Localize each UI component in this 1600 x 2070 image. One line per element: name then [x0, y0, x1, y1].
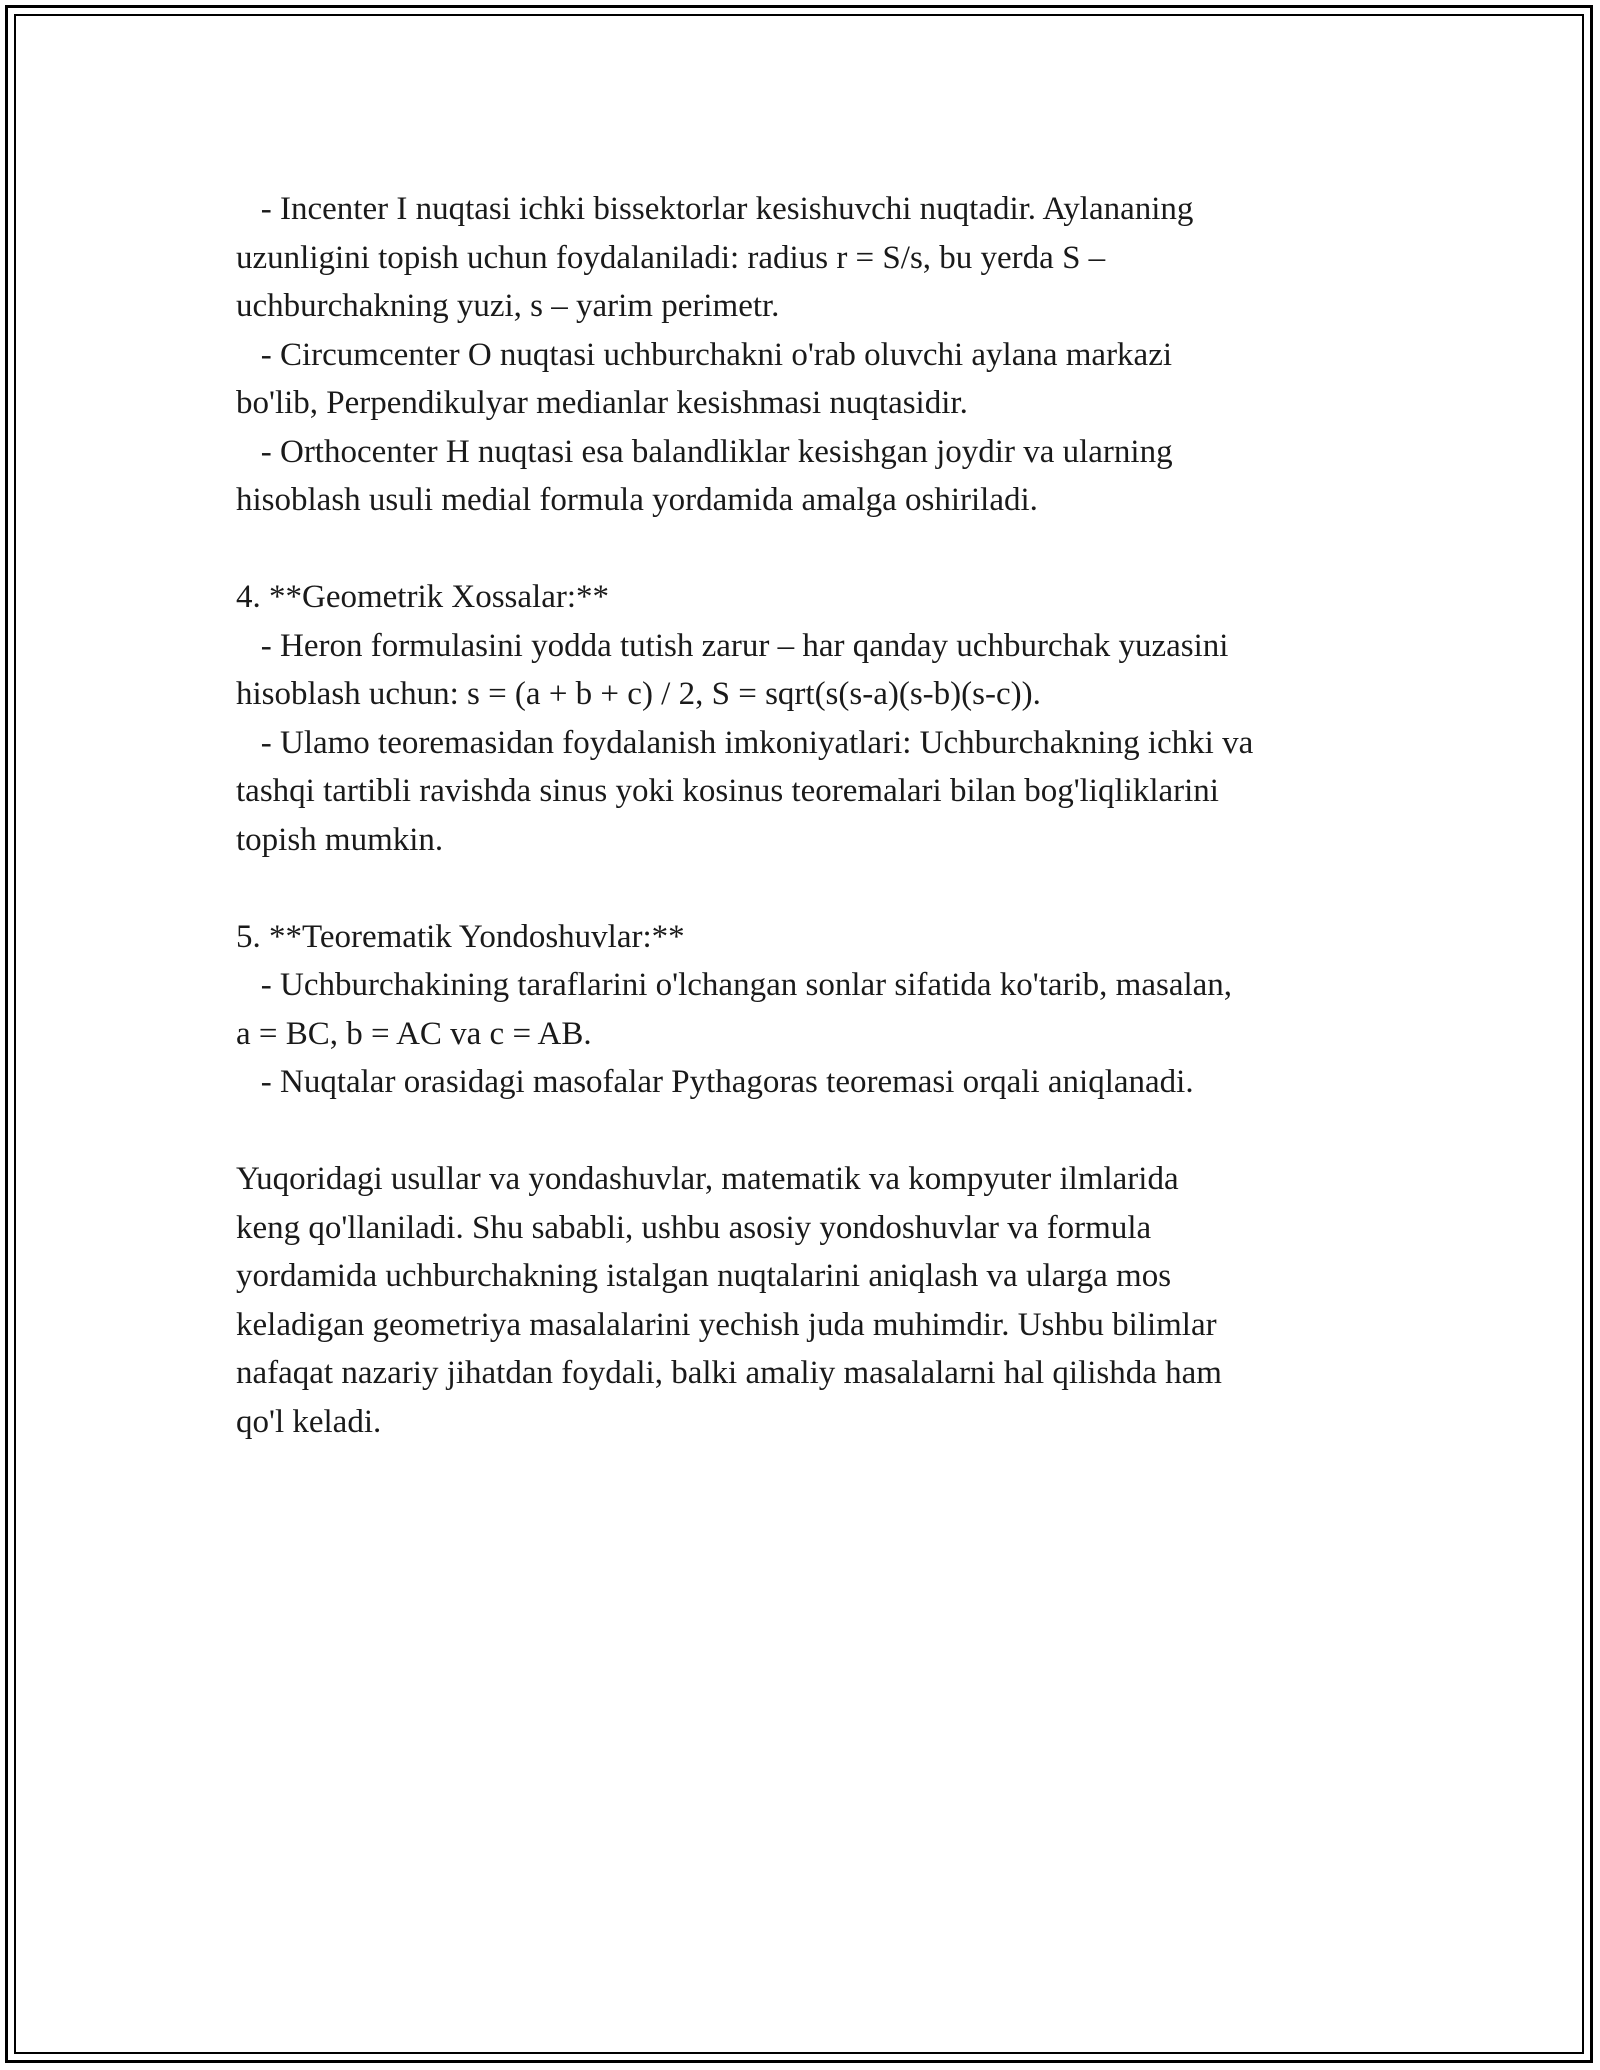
paragraph-gap — [236, 864, 1416, 913]
text-line: hisoblash usuli medial formula yordamida amalga oshiriladi. — [236, 482, 1038, 518]
text-line: - Nuqtalar orasidagi masofalar Pythagoras teoremasi orqali aniqlanadi. — [236, 1064, 1194, 1100]
section-heading: 4. **Geometrik Xossalar:** — [236, 579, 610, 615]
section-heading: 5. **Teorematik Yondoshuvlar:** — [236, 918, 685, 955]
text-line: - Ulamo teoremasidan foydalanish imkoniyatlari: Uchburchakning ichki va — [236, 724, 1254, 761]
text-line: - Heron formulasini yodda tutish zarur – har qanday uchburchak yuzasini — [236, 627, 1229, 664]
text-line: - Circumcenter O nuqtasi uchburchakni o'rab oluvchi aylana markazi — [236, 336, 1173, 373]
text-line: yordamida uchburchakning istalgan nuqtalarini aniqlash va ularga mos — [236, 1258, 1172, 1294]
text-line: qo'l keladi. — [236, 1403, 382, 1440]
text-line: keng qo'llaniladi. Shu sababli, ushbu asosiy yondoshuvlar va formula — [236, 1209, 1152, 1246]
text-line: uchburchakning yuzi, s – yarim perimetr. — [236, 288, 780, 324]
text-line: keladigan geometriya masalalarini yechish juda muhimdir. Ushbu bilimlar — [236, 1306, 1217, 1343]
text-line: - Uchburchakining taraflarini o'lchangan sonlar sifatida ko'tarib, masalan, — [236, 967, 1233, 1003]
text-line: nafaqat nazariy jihatdan foydali, balki amaliy masalalarni hal qilishda ham — [236, 1355, 1222, 1391]
text-line: tashqi tartibli ravishda sinus yoki kosinus teoremalari bilan bog'liqliklarini — [236, 773, 1219, 809]
text-line: bo'lib, Perpendikulyar medianlar kesishmasi nuqtasidir. — [236, 385, 968, 421]
paragraph-gap — [236, 1107, 1416, 1156]
text-line: - Incenter I nuqtasi ichki bissektorlar kesishuvchi nuqtadir. Aylananing — [236, 191, 1194, 227]
text-line: topish mumkin. — [236, 821, 444, 858]
text-line: - Orthocenter H nuqtasi esa balandliklar kesishgan joydir va ularning — [236, 433, 1173, 470]
document-body — [236, 185, 1416, 1446]
text-line: hisoblash uchun: s = (a + b + c) / 2, S = sqrt(s(s-a)(s-b)(s-c)). — [236, 676, 1041, 712]
text-line: Yuqoridagi usullar va yondashuvlar, matematik va kompyuter ilmlarida — [236, 1161, 1179, 1197]
paragraph-gap — [236, 525, 1416, 574]
text-line: a = BC, b = AC va c = AB. — [236, 1015, 592, 1052]
text-line: uzunligini topish uchun foydalaniladi: radius r = S/s, bu yerda S – — [236, 239, 1106, 276]
